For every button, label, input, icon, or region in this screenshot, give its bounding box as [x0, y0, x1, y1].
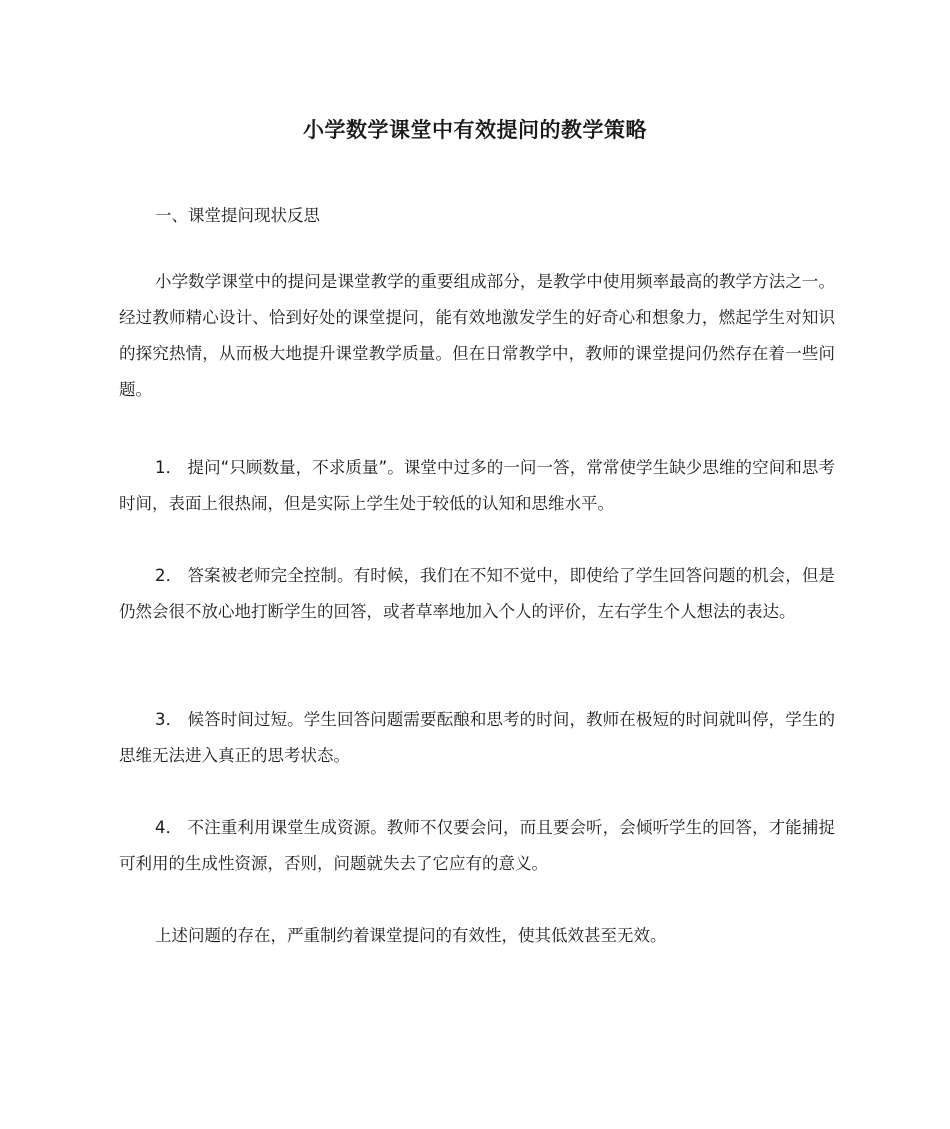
document-title: 小学数学课堂中有效提问的教学策略	[303, 118, 647, 142]
list-item-4: 4． 不注重利用课堂生成资源。教师不仅要会问，而且要会听，会倾听学生的回答，才能捕捉可利用的生成性资源，否则，问题就失去了它应有的意义。	[119, 818, 835, 873]
summary-paragraph: 上述问题的存在，严重制约着课堂提问的有效性，使其低效甚至无效。	[155, 926, 667, 945]
list-item-2: 2． 答案被老师完全控制。有时候，我们在不知不觉中，即使给了学生回答问题的机会，但是仍然会很不放心地打断学生的回答，或者草率地加入个人的评价，左右学生个人想法的表达。	[119, 566, 835, 621]
intro-paragraph: 小学数学课堂中的提问是课堂教学的重要组成部分，是教学中使用频率最高的教学方法之一。经过教师精心设计、恰到好处的课堂提问，能有效地激发学生的好奇心和想象力，燃起学生对知识的探究热情，从而极大地提升课堂教学质量。但在日常教学中，教师的课堂提问仍然存在着一些问题。	[119, 272, 835, 399]
section-heading: 一、课堂提问现状反思	[155, 206, 320, 225]
list-item-3: 3． 候答时间过短。学生回答问题需要酝酿和思考的时间，教师在极短的时间就叫停，学生的思维无法进入真正的思考状态。	[119, 710, 835, 765]
list-item-1: 1． 提问“只顾数量，不求质量”。课堂中过多的一问一答，常常使学生缺少思维的空间和思考时间，表面上很热闹，但是实际上学生处于较低的认知和思维水平。	[119, 458, 835, 513]
